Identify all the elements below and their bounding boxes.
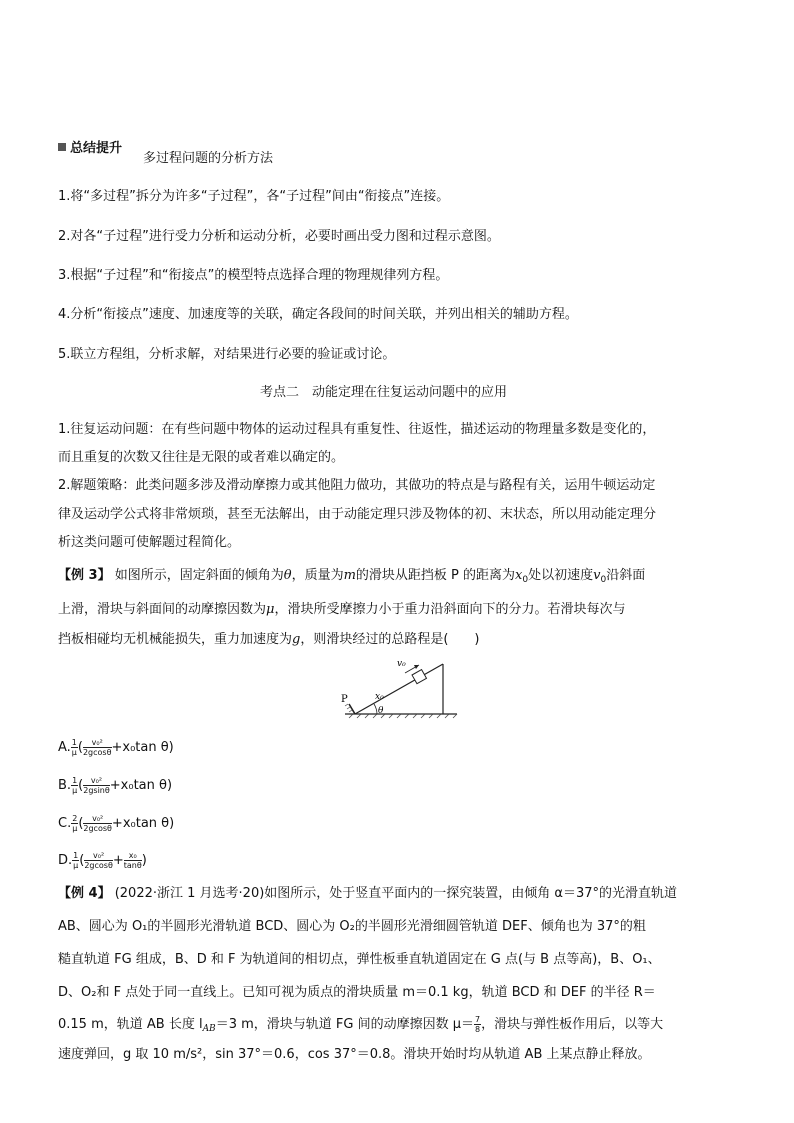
option-A-coef-den: μ	[71, 748, 77, 757]
label-P: P	[341, 694, 348, 705]
example3-l2a: 上滑，滑块与斜面间的动摩擦因数为	[58, 602, 267, 617]
example3-tag: 【例 3】	[58, 568, 111, 583]
section-p2-line1: 2.解题策略：此类问题多涉及滑动摩擦力或其他阻力做功，其做功的特点是与路程有关，运用牛顿运动定	[58, 478, 656, 493]
example3-l2b: ，滑块所受摩擦力小于重力沿斜面向下的分力。若滑块每次与	[274, 602, 626, 617]
example4-l5b: ＝3 m，滑块与轨道 FG 间的动摩擦因数 μ＝	[215, 1017, 474, 1032]
option-D-tail-num: x₀	[124, 851, 142, 861]
example3-x: x	[515, 568, 523, 583]
option-C-letter: C.	[58, 816, 72, 831]
option-B-frac-den: 2gsinθ	[83, 786, 110, 795]
example3-l3a: 挡板相碰均无机械能损失，重力加速度为	[58, 632, 293, 647]
example3-theta: θ	[283, 568, 292, 583]
summary-title: 多过程问题的分析方法	[143, 151, 274, 166]
example3-l1d: 处以初速度	[528, 568, 594, 583]
example3-l3b: ，则滑块经过的总路程是( )	[300, 632, 480, 647]
option-D-tail-den: tanθ	[123, 861, 142, 870]
option-D-coef-den: μ	[73, 861, 79, 870]
example3-line3	[58, 631, 480, 649]
label-x0: x₀	[375, 692, 384, 702]
example3-l1b: ，质量为	[291, 568, 344, 583]
option-A-tail: +x₀tan θ)	[111, 740, 174, 755]
option-A: A. $\frac{1}{\mu}$ ( $\frac{\text{v₀²}}{2gcos\theta}$ +x₀tan θ)	[58, 738, 174, 757]
option-A-frac-den: 2gcosθ	[82, 748, 112, 757]
option-A-coef-num: 1	[71, 738, 77, 747]
summary-heading	[58, 140, 122, 158]
summary-step-4: 4.分析“衔接点”速度、加速度等的关联，确定各段间的时间关联，并列出相关的辅助方程。	[58, 307, 578, 322]
summary-square-icon	[58, 143, 66, 151]
example4-line1	[58, 885, 677, 903]
example4-l5a: 0.15 m，轨道 AB 长度 l	[58, 1017, 203, 1032]
example4-line6: 速度弹回，g 取 10 m/s²，sin 37°＝0.6，cos 37°＝0.8。滑块开始时均从轨道 AB 上某点静止释放。	[58, 1047, 651, 1062]
summary-label: 总结提升	[70, 141, 123, 156]
summary-step-3: 3.根据“子过程”和“衔接点”的模型特点选择合理的物理规律列方程。	[58, 268, 449, 283]
option-C: C. $\frac{2}{\mu}$ ( $\frac{\text{v₀²}}{2gcos\theta}$ +x₀tan θ)	[58, 814, 175, 833]
option-C-frac-num: v₀²	[83, 814, 112, 824]
section-p1-line1: 1.往复运动问题：在有些问题中物体的运动过程具有重复性、往返性，描述运动的物理量多数是变化的，	[58, 422, 656, 437]
option-D-frac-num: v₀²	[84, 851, 113, 861]
summary-step-1: 1.将“多过程”拆分为许多“子过程”，各“子过程”间由“衔接点”连接。	[58, 189, 450, 204]
example4-mu-num: 7	[474, 1015, 481, 1024]
example4-line5	[58, 1015, 663, 1038]
example4-l1: (2022·浙江 1 月选考·20)如图所示，处于竖直平面内的一探究装置，由倾角 α＝37°的光滑直轨道	[114, 886, 678, 901]
option-C-tail: +x₀tan θ)	[111, 816, 175, 831]
section-p2-line3: 析这类问题可使解题过程简化。	[58, 535, 241, 550]
section-p1-line2: 而且重复的次数又往往是无限的或者难以确定的。	[58, 450, 345, 465]
example3-line1	[58, 567, 645, 589]
example3-line2	[58, 601, 625, 619]
example3-mu: μ	[266, 602, 275, 617]
label-theta: θ	[378, 706, 384, 716]
example4-line4: D、O₂和 F 点处于同一直线上。已知可视为质点的滑块质量 m＝0.1 kg，轨道 BCD 和 DEF 的半径 R＝	[58, 985, 656, 1000]
section-p2-line2: 律及运动学公式将非常烦琐，甚至无法解出，由于动能定理只涉及物体的初、末状态，所以用动能定理分	[58, 507, 657, 522]
example4-line2: AB、圆心为 O₁的半圆形光滑轨道 BCD、圆心为 O₂的半圆形光滑细圆管轨道 DEF、倾角也为 37°的粗	[58, 919, 646, 934]
summary-step-5: 5.联立方程组，分析求解，对结果进行必要的验证或讨论。	[58, 347, 396, 362]
example3-l1a: 如图所示，固定斜面的倾角为	[114, 568, 284, 583]
option-B-frac-num: v₀²	[83, 776, 110, 786]
label-v0: v₀	[397, 659, 406, 669]
incline-slope	[355, 664, 443, 714]
option-B-coef-den: μ	[72, 786, 78, 795]
option-A-letter: A.	[58, 740, 71, 755]
example3-g: g	[292, 632, 301, 647]
option-C-coef-num: 2	[72, 814, 78, 823]
option-D-coef-num: 1	[73, 851, 79, 860]
example4-l5c: ，滑块与弹性板作用后，以等大	[481, 1017, 664, 1032]
option-B-coef-num: 1	[72, 776, 78, 785]
example3-v: v	[593, 568, 601, 583]
example3-l1c: 的滑块从距挡板 P 的距离为	[355, 568, 516, 583]
incline-figure	[335, 652, 465, 722]
option-D: D. $\frac{1}{\mu}$ ( $\frac{\text{v₀²}}{2gcos\theta}$ + $\frac{\text{x₀}}{\tan\theta}$ )	[58, 851, 147, 870]
option-D-frac-den: 2gcosθ	[84, 861, 113, 870]
example4-l5sub: AB	[202, 1024, 216, 1034]
angle-arc	[374, 704, 377, 714]
example3-m: m	[343, 568, 356, 583]
example3-l1e: 沿斜面	[606, 568, 646, 583]
block	[412, 670, 427, 684]
option-A-frac-num: v₀²	[83, 738, 112, 748]
option-B: B. $\frac{1}{\mu}$ ( $\frac{\text{v₀²}}{2gsin\theta}$ +x₀tan θ)	[58, 776, 173, 795]
barrier-P	[349, 704, 355, 714]
option-C-coef-den: μ	[72, 824, 78, 833]
example4-tag: 【例 4】	[58, 886, 111, 901]
example4-line3: 糙直轨道 FG 组成，B、D 和 F 为轨道间的相切点，弹性板垂直轨道固定在 G 点(与 B 点等高)，B、O₁、	[58, 952, 661, 967]
option-C-frac-den: 2gcosθ	[83, 824, 112, 833]
example3-x-sub: 0	[522, 575, 529, 585]
example4-mu-den: 8	[474, 1025, 481, 1034]
example3-v-sub: 0	[600, 575, 607, 585]
option-B-letter: B.	[58, 778, 72, 793]
option-D-letter: D.	[58, 853, 73, 868]
summary-step-2: 2.对各“子过程”进行受力分析和运动分析，必要时画出受力图和过程示意图。	[58, 229, 500, 244]
section-title: 考点二 动能定理在往复运动问题中的应用	[260, 385, 508, 400]
option-B-tail: +x₀tan θ)	[109, 778, 173, 793]
